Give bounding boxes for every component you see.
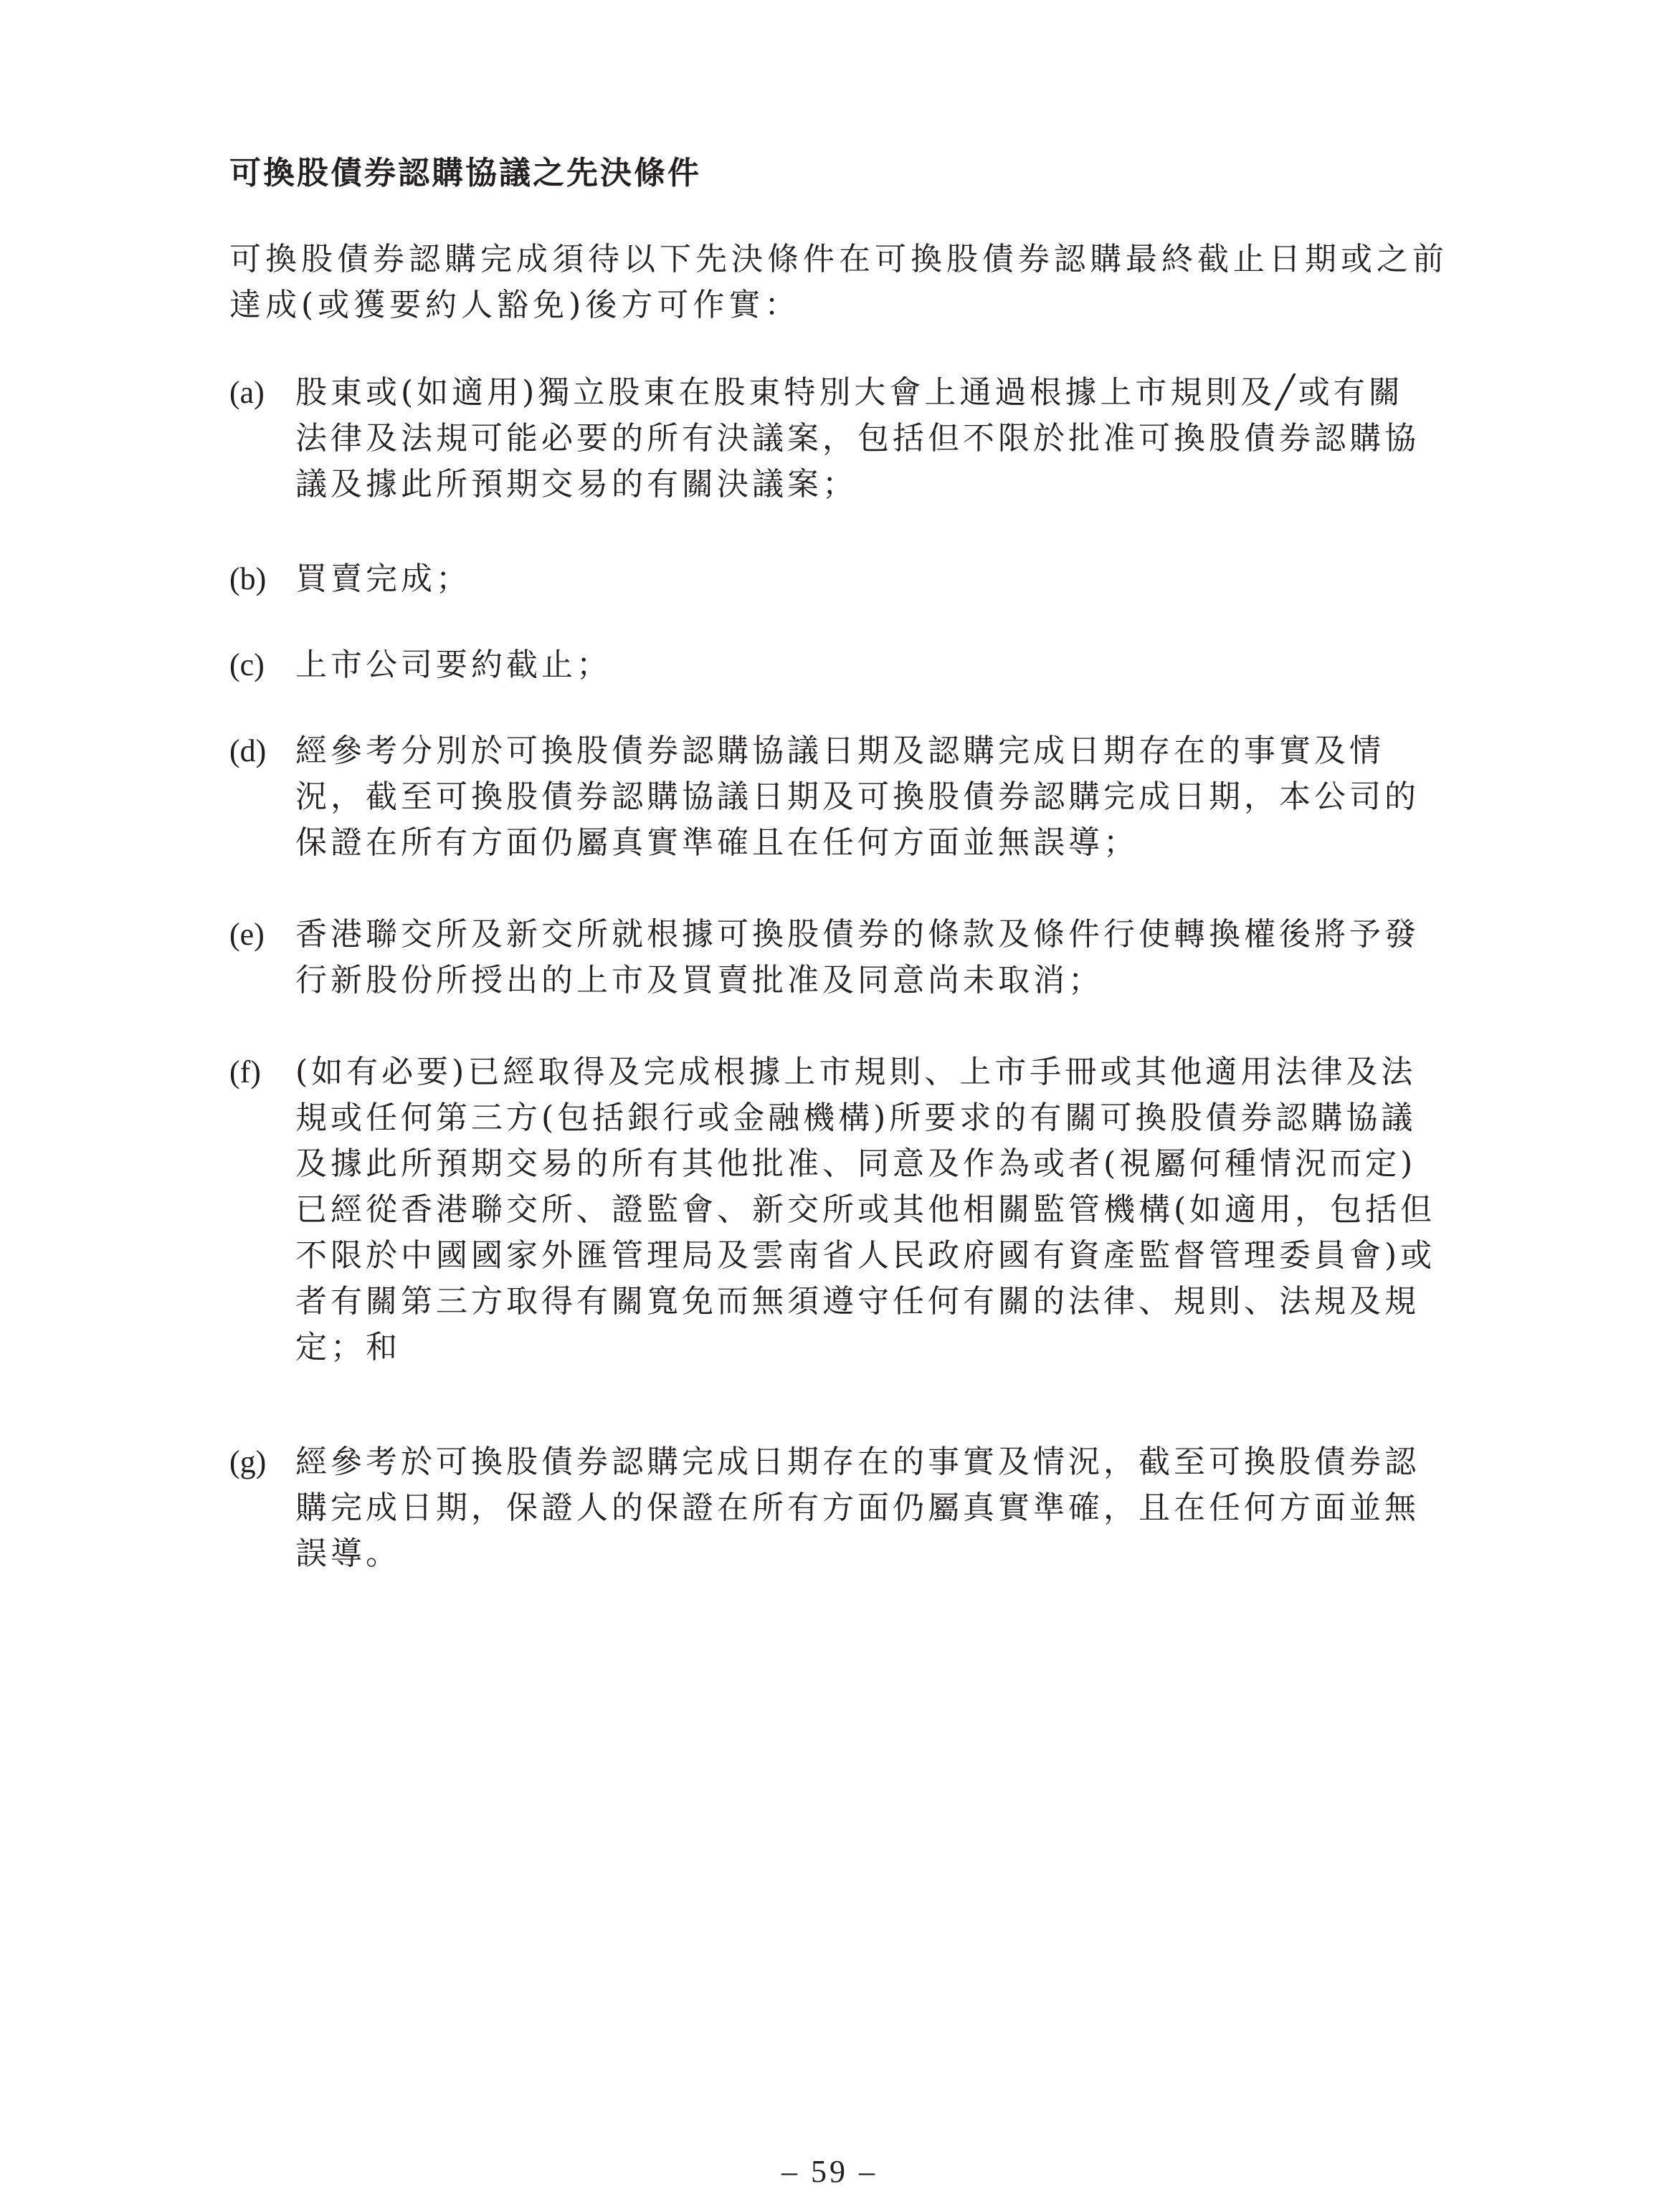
- page-number: – 59 –: [781, 2154, 878, 2189]
- item-line: 誤導。: [295, 1535, 401, 1572]
- item-marker: (e): [229, 917, 265, 952]
- item-line: 已經從香港聯交所、證監會、新交所或其他相關監管機構(如適用，包括但: [295, 1191, 1436, 1228]
- item-text: [295, 370, 1520, 507]
- item-line: 上市公司要約截止；: [295, 647, 612, 683]
- item-line: 香港聯交所及新交所就根據可換股債券的條款及條件行使轉換權後將予發: [295, 916, 1420, 953]
- item-line: 者有關第三方取得有關寬免而無須遵守任何有關的法律、規則、法規及規: [295, 1283, 1420, 1320]
- item-line: 股東或(如適用)獨立股東在股東特別大會上通過根據上市規則及╱或有關: [295, 374, 1404, 411]
- item-text: [295, 642, 1520, 688]
- item-text: [295, 1049, 1520, 1370]
- item-marker: (f): [229, 1054, 261, 1090]
- item-line: 規或任何第三方(包括銀行或金融機構)所要求的有關可換股債券認購協議: [295, 1100, 1417, 1136]
- intro-paragraph: [229, 237, 1520, 328]
- item-line: 購完成日期，保證人的保證在所有方面仍屬真實準確，且在任何方面並無: [295, 1489, 1420, 1526]
- item-line: 保證在所有方面仍屬真實準確且在任何方面並無誤導；: [295, 824, 1139, 861]
- item-marker: (b): [229, 561, 267, 596]
- item-line: 行新股份所授出的上市及買賣批准及同意尚未取消；: [295, 962, 1103, 998]
- item-line: 況，截至可換股債券認購協議日期及可換股債券認購完成日期，本公司的: [295, 778, 1420, 815]
- item-line: 不限於中國國家外匯管理局及雲南省人民政府國有資產監督管理委員會)或: [295, 1237, 1436, 1274]
- intro-line: 可換股債券認購完成須待以下先決條件在可換股債券認購最終截止日期或之前: [229, 241, 1448, 277]
- item-line: 買賣完成；: [295, 561, 471, 597]
- item-line: 及據此所預期交易的所有其他批准、同意及作為或者(視屬何種情況而定): [295, 1145, 1417, 1182]
- item-line: (如有必要)已經取得及完成根據上市規則、上市手冊或其他適用法律及法: [295, 1054, 1417, 1090]
- item-marker: (c): [229, 647, 265, 682]
- item-marker: (d): [229, 733, 267, 768]
- item-text: [295, 728, 1520, 866]
- item-marker: (a): [229, 375, 265, 410]
- section-heading: 可換股債券認購協議之先決條件: [229, 155, 701, 191]
- item-text: [295, 1439, 1520, 1577]
- intro-line: 達成(或獲要約人豁免)後方可作實：: [229, 287, 801, 323]
- item-line: 定；和: [295, 1329, 401, 1365]
- item-line: 法律及法規可能必要的所有決議案，包括但不限於批准可換股債券認購協: [295, 420, 1420, 457]
- item-line: 經參考於可換股債券認購完成日期存在的事實及情況，截至可換股債券認: [295, 1444, 1420, 1480]
- item-marker: (g): [229, 1444, 267, 1479]
- item-text: [295, 556, 1520, 602]
- item-text: [295, 912, 1520, 1003]
- item-line: 經參考分別於可換股債券認購協議日期及認購完成日期存在的事實及情: [295, 733, 1384, 769]
- item-line: 議及據此所預期交易的有關決議案；: [295, 466, 857, 502]
